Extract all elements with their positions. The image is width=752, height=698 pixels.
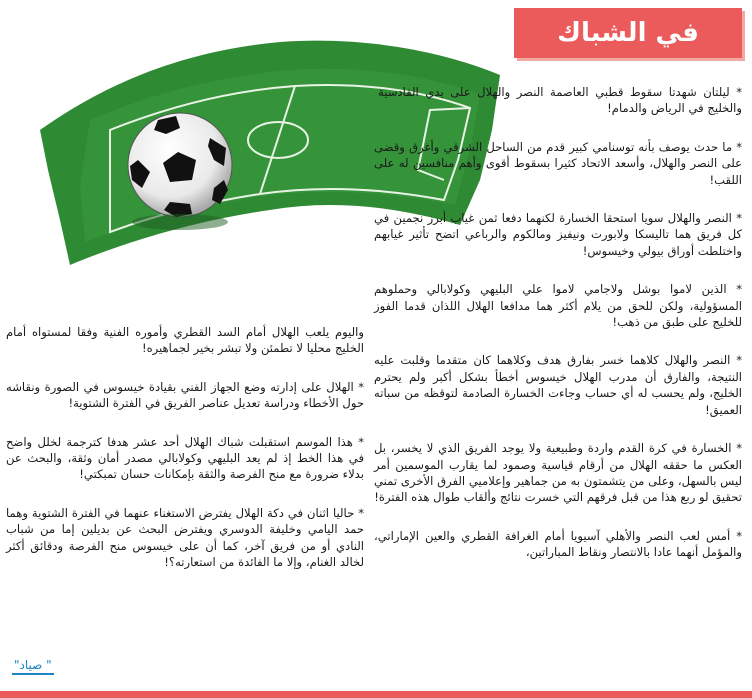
right-column (374, 84, 742, 583)
paragraph: * الخسارة في كرة القدم واردة وطبيعية ولا يوجد الفريق الذي لا يخسر، بل العكس ما حققه الهلال من أرقام قياسية وصمود لما يقارب الموسمين أمر ليس بالسهل، وعلى من يتشمتون به من جماهير وإعلاميي الفرق الأخرى تمني تحقيق لو ربع هذا من قبل فرقهم التي خسرت نتائج وألقاب طوال هذه الفترة! (374, 441, 742, 505)
paragraph: * أمس لعب النصر والأهلي آسيويا أمام الغرافة القطري والعين الإماراتي، والمؤمل أنهما عادا بالانتصار ونقاط المباراتين، (374, 528, 742, 560)
author-signature: " صياد" (12, 658, 54, 675)
paragraph: * الذين لاموا بوشل ولاجامي لاموا علي البليهي وكولابالي وحملوهم المسؤولية، ولكن للحق من يلام أكثر هما مدافعا الهلال اللذان قدما الفوز للخليج على طبق من ذهب! (374, 282, 742, 330)
paragraph: * حاليا اثنان في دكة الهلال يفترض الاستغناء عنهما في الفترة الشتوية وهما حمد اليامي وخليفة الدوسري ويفترض البحث عن بديلين إما من شباب النادي أو من فريق آخر، كما أن على خيسوس منح الفرصة ودقائق أكثر لخالد الغنام، وإلا ما الفائدة من استعارته؟! (6, 505, 364, 570)
bottom-divider (0, 691, 752, 698)
section-title: في الشباك (557, 18, 699, 48)
paragraph: * النصر والهلال كلاهما خسر بفارق هدف وكلاهما كان متقدما وقلبت عليه النتيجة، والفارق أن مدرب الهلال خيسوس أخطأ بشكل أكبر ولم يحترم الخليج، ولم يحسب له أي حساب وجاءت الخسارة الصادمة لتوقظه من سباته العميق! (374, 353, 742, 417)
paragraph: * الهلال على إدارته وضع الجهاز الفني بقيادة خيسوس في الصورة ونقاشه حول الأخطاء ودراسة تعديل عناصر الفريق في الفترة الشتوية! (6, 379, 364, 411)
paragraph: * ما حدث يوصف بأنه توسنامي كبير قدم من الساحل الشرقي وأغرق وقضى على النصر والهلال، وأسعد الاتحاد كثيرا بسقوط أقوى وأهم منافسين له على اللقب! (374, 139, 742, 187)
paragraph: واليوم يلعب الهلال أمام السد القطري وأموره الفنية وفقا لمستواه أمام الخليج محليا لا تطمئن ولا تبشر بخير لجماهيره! (6, 325, 364, 356)
paragraph: * النصر والهلال سويا استحقا الخسارة لكنهما دفعا ثمن غياب أبرز نجمين في كل فريق هما تاليسكا ولابورت ونيفيز ومالكوم والرباعي اتضح تأثير غيابهم واختلطت أوراق بيولي وخيسوس! (374, 211, 742, 258)
section-header (514, 8, 742, 58)
paragraph: * ليلتان شهدتا سقوط قطبي العاصمة النصر والهلال على يدي القادسية والخليج في الرياض والدمام! (378, 85, 742, 116)
left-column (6, 324, 364, 592)
paragraph: * هذا الموسم استقبلت شباك الهلال أحد عشر هدفا كترجمة لخلل واضح في هذا الخط إذ لم يعد البليهي وكولابالي مصدر أمان وثقة، والبحث عن بدلاء ضرورة مع منح الفرصة والثقة بإمكانات حسان تمبكتي! (6, 434, 364, 482)
